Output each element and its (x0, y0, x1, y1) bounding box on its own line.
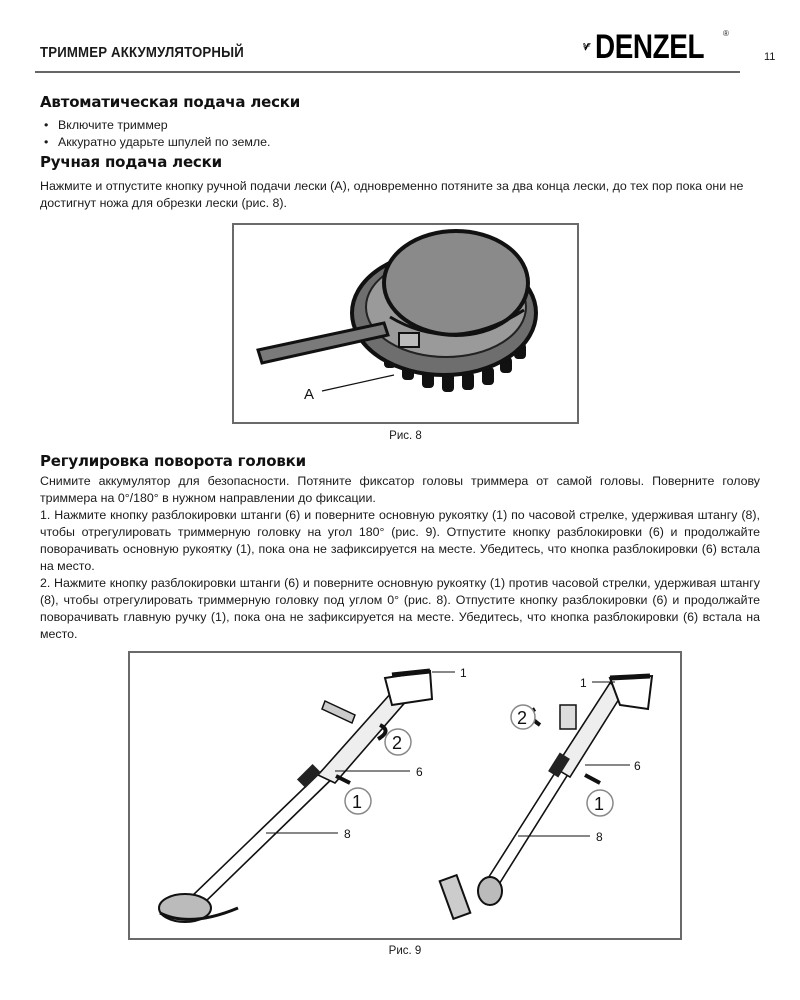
label-circle-1: 1 (352, 792, 363, 812)
label-6-right: 6 (634, 759, 641, 773)
figure-9-caption: Рис. 9 (388, 945, 422, 957)
head-rotation-step-2: 2. Нажмите кнопку разблокировки штанги (6) и поверните основную рукоятку (1) против часовой стрелки, удерживая штангу (8), чтобы отрегулировать триммерную головку под углом 0° (рис. 8). Отпустите кнопку разблокировки (6) и продолжайте поворачивать главную ручку (1), пока она не зафиксируется на месте. Убедитесь, что кнопка разблокировки (6) встала на место. (40, 576, 760, 641)
registered-mark: ® (723, 29, 729, 38)
document-header-title: ТРИММЕР АККУМУЛЯТОРНЫЙ (40, 44, 244, 61)
head-rotation-step-1: 1. Нажмите кнопку разблокировки штанги (6) и поверните основную рукоятку (1) по часовой стрелке, удерживая штангу (8), чтобы отрегулировать триммерную головку на угол 180° (рис. 9). Отпустите кнопку разблокировки (6) и продолжайте поворачивать основную рукоятку (1), пока она не зафиксируется на месте. Убедитесь, что кнопка разблокировки (6) встала на место. (40, 508, 760, 573)
trimmer-left-view (159, 666, 467, 922)
heading-auto-feed: Автоматическая подача лески (40, 93, 301, 111)
denzel-shield-icon (583, 29, 591, 65)
head-rotation-intro: Снимите аккумулятор для безопасности. Потяните фиксатор головы триммера от самой головы. Поверните голову триммера на 0°/180° в нужном направлении до фиксации. (40, 474, 760, 505)
brand-name: DENZEL (595, 28, 705, 66)
label-1: 1 (460, 666, 467, 680)
page-number: 11 (764, 51, 776, 63)
figure-8-frame (232, 223, 579, 424)
trimmer-spool-illustration (234, 225, 577, 422)
manual-feed-text: Нажмите и отпустите кнопку ручной подачи лески (А), одновременно потяните за два конца лески, до тех пор пока они не достигнут ножа для обрезки лески (рис. 8). (40, 179, 744, 210)
label-circle-1-right: 1 (594, 794, 605, 814)
figure-9-frame (128, 651, 682, 940)
trimmer-right-view (440, 676, 652, 919)
header-divider (35, 71, 740, 73)
denzel-logo (583, 27, 728, 67)
label-6: 6 (416, 765, 423, 779)
label-circle-2: 2 (392, 733, 403, 753)
heading-manual-feed: Ручная подача лески (40, 153, 222, 171)
label-8-right: 8 (596, 830, 603, 844)
auto-feed-steps (40, 117, 740, 151)
trimmer-rotation-illustration (130, 653, 680, 938)
list-item: • Аккуратно ударьте шпулей по земле. (40, 134, 740, 151)
label-a: A (304, 386, 315, 403)
label-1-right: 1 (580, 676, 587, 690)
label-circle-2-right: 2 (517, 708, 528, 728)
label-8: 8 (344, 827, 351, 841)
heading-head-rotation: Регулировка поворота головки (40, 452, 306, 470)
figure-8-caption: Рис. 8 (389, 430, 422, 442)
list-item: • Включите триммер (40, 117, 740, 134)
